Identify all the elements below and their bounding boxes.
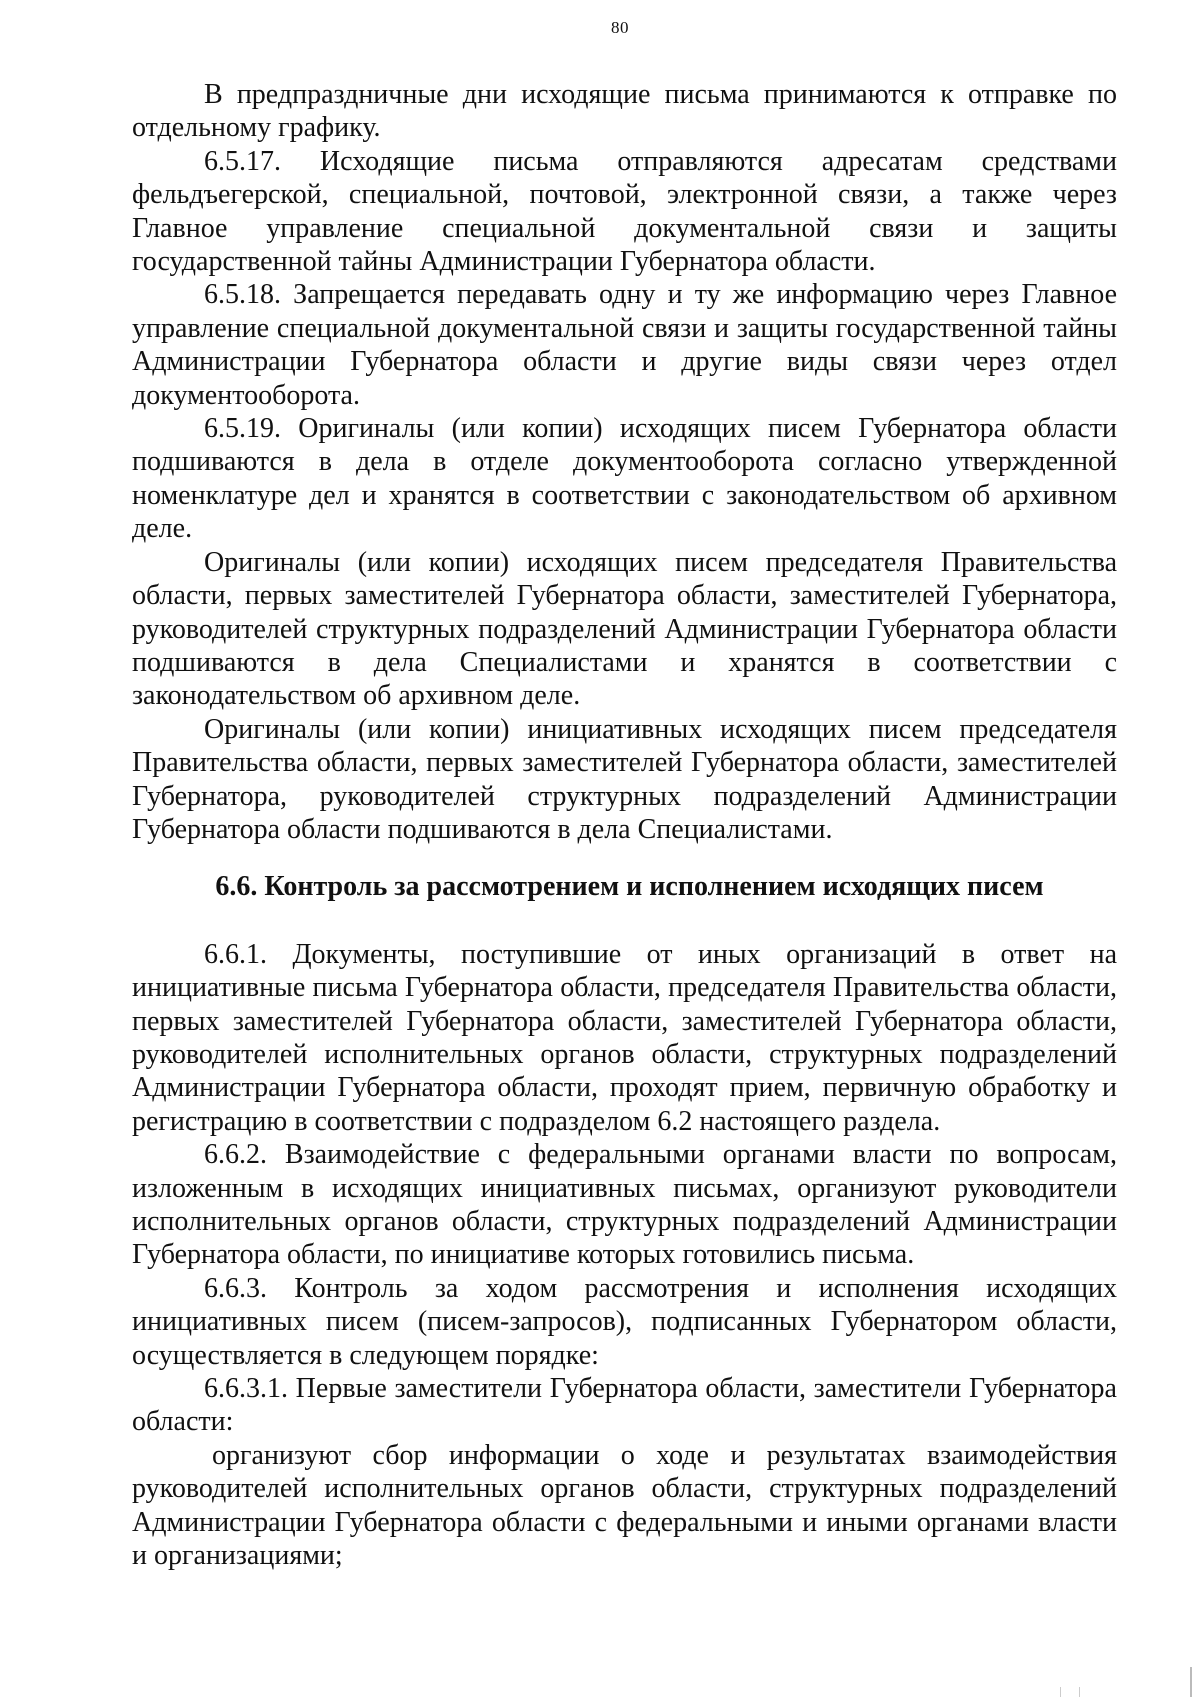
scan-edge-mark [1190,1667,1192,1697]
paragraph-originals-initiative: Оригиналы (или копии) инициативных исходящих писем председателя Правительства области, первых заместителей Губернатора области, заместителей Губернатора, руководителей структурных подразделений Администрации Губернатора области подшиваются в дела Специалистами. [132,713,1117,845]
paragraph-6-5-18: 6.5.18. Запрещается передавать одну и ту же информацию через Главное управление специальной документальной связи и защиты государственной тайны Администрации Губернатора области и другие виды связи через отдел документооборота. [132,279,1117,411]
paragraph-6-6-2: 6.6.2. Взаимодействие с федеральными органами власти по вопросам, изложенным в исходящих инициативных письмах, организуют руководители исполнительных органов области, структурных подразделений Администрации Губернатора области, по инициативе которых готовились письма. [132,1139,1117,1271]
scan-edge-artifact [1060,1687,1080,1697]
section-heading-6-6: 6.6. Контроль за рассмотрением и исполнением исходящих писем [215,871,1044,903]
page-number: 80 [611,18,629,37]
paragraph-holiday-schedule: В предпраздничные дни исходящие письма принимаются к отправке по отдельному графику. [132,79,1117,144]
paragraph-organize-info: организуют сбор информации о ходе и результатах взаимодействия руководителей исполнительных органов области, структурных подразделений Администрации Губернатора области с федеральными и иными органами власти и организациями; [132,1439,1117,1572]
paragraph-6-5-19: 6.5.19. Оригиналы (или копии) исходящих писем Губернатора области подшиваются в дела в отделе документооборота согласно утвержденной номенклатуре дел и хранятся в соответствии с законодательством об архивном деле. [132,413,1117,545]
paragraph-originals-chairman: Оригиналы (или копии) исходящих писем председателя Правительства области, первых заместителей Губернатора области, заместителей Губернатора, руководителей структурных подразделений Администрации Губернатора области подшиваются в дела Специалистами и хранятся в соответствии с законодательством об архивном деле. [132,546,1117,712]
paragraph-6-6-3: 6.6.3. Контроль за ходом рассмотрения и исполнения исходящих инициативных писем (писем-запросов), подписанных Губернатором области, осуществляется в следующем порядке: [132,1272,1117,1371]
paragraph-6-5-17: 6.5.17. Исходящие письма отправляются адресатам средствами фельдъегерской, специальной, почтовой, электронной связи, а также через Главное управление специальной документальной связи и защиты государственной тайны Администрации Губернатора области. [132,145,1117,278]
document-body [132,78,1117,1572]
paragraph-6-6-3-1: 6.6.3.1. Первые заместители Губернатора области, заместители Губернатора области: [132,1373,1117,1438]
paragraph-6-6-1: 6.6.1. Документы, поступившие от иных организаций в ответ на инициативные письма Губернатора области, председателя Правительства области, первых заместителей Губернатора области, заместителей Губернатора области, руководителей исполнительных органов области, структурных подразделений Администрации Губернатора области, проходят прием, первичную обработку и регистрацию в соответствии с подразделом 6.2 настоящего раздела. [132,938,1117,1137]
